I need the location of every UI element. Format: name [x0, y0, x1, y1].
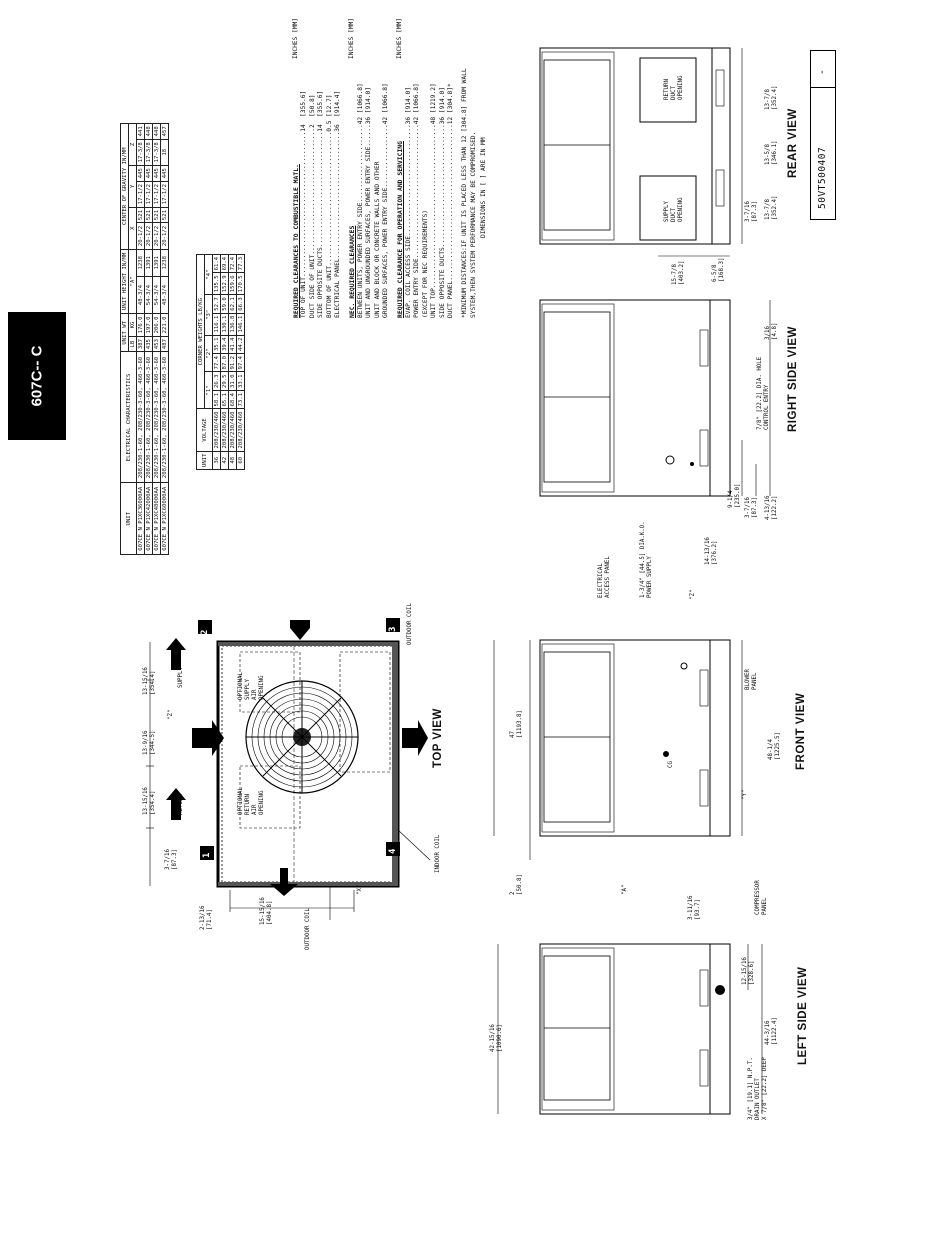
control-entry-label: 7/8" [22.2] DIA. HOLE CONTROL ENTRY — [757, 356, 770, 430]
table-header-cell: CORNER WEIGHTS LB/KG — [197, 254, 205, 409]
dimension-label: 47 [1193.8] — [510, 710, 523, 738]
x-marker: "X" — [357, 884, 363, 895]
table-cell: 521 — [153, 207, 161, 223]
clearance-heading-combustible: REQUIRED CLEARANCES TO COMBUSTIBLE MATL. — [292, 164, 300, 318]
table-cell: 453 — [153, 336, 161, 352]
table-cell: 73.1 — [237, 390, 245, 408]
coil-grille — [544, 60, 610, 230]
table-header-cell: UNIT — [121, 483, 137, 555]
table-cell: 20-1/2 — [145, 223, 153, 249]
table-cell: 208/230/460 — [229, 409, 237, 451]
dimension-label: 2-13/16 [71.4] — [200, 905, 213, 930]
drain-outlet-label: 3/4" [19.1] N.P.T. DRAIN OUTLET X 7/8" [22.2] DEEP — [748, 1057, 768, 1120]
table-cell: 130.1 — [221, 313, 229, 335]
table-header-cell: LB — [129, 336, 137, 352]
table-cell: 33.1 — [237, 372, 245, 390]
table-row — [237, 254, 245, 469]
table-cell: 17-1/2 — [161, 181, 169, 207]
rear-view-drawing — [480, 30, 780, 280]
table-header-cell: KG — [129, 314, 137, 337]
supply-label: SUPPLY — [178, 667, 184, 688]
table-cell: 176.0 — [137, 314, 145, 337]
optional-supply-label: OPTIONAL SUPPLY AIR OPENING — [238, 672, 265, 700]
table-header-cell: VOLTAGE — [197, 409, 213, 451]
table-header-cell: CENTER OF GRAVITY IN/MM — [121, 124, 129, 250]
corner-label-1: 1 — [202, 852, 212, 858]
table-cell: 1391 — [153, 249, 161, 276]
clearance-line: ELECTRICAL PANEL..................................36 [914.4] — [334, 90, 342, 318]
clearance-line: (EXCEPT FOR NEC REQUIREMENTS) — [421, 209, 429, 318]
table-cell: 60 — [237, 451, 245, 469]
dimension-label: 15-7/8 [403.2] — [672, 260, 685, 285]
table-cell: 1238 — [161, 249, 169, 276]
front-view-title: FRONT VIEW — [795, 692, 807, 770]
table-cell: 77.3 — [237, 254, 245, 272]
table-cell: 69.4 — [221, 254, 229, 272]
table-cell: 59.0 — [221, 295, 229, 313]
table-cell: 435 — [145, 336, 153, 352]
table-cell: 20-1/2 — [137, 223, 145, 249]
table-cell: 20-1/2 — [153, 223, 161, 249]
title-block — [810, 50, 836, 220]
clearance-line: DUCT PANEL..........................................12 [304.8]* — [446, 83, 454, 318]
table-header-cell: "3" — [205, 295, 213, 335]
corner-label-4: 4 — [388, 848, 398, 854]
clearance-line: TOP OF UNIT.......................................14 [355.6] — [300, 90, 308, 318]
table-cell: 17-1/2 — [137, 181, 145, 207]
return-duct-label: RETURN DUCT OPENING — [664, 75, 684, 100]
dimensions-note: DIMENSIONS IN [ ] ARE IN MM — [480, 137, 488, 238]
table-cell: 445 — [161, 165, 169, 181]
dimension-label: 42-15/16 [1090.6] — [490, 1024, 503, 1052]
table-cell: 17-3/8 — [153, 139, 161, 165]
table-cell: 208/230/460 — [213, 409, 221, 451]
table-header-row — [197, 254, 205, 469]
table-cell: 17-1/2 — [153, 181, 161, 207]
table-cell: 445 — [145, 165, 153, 181]
table-cell: 441 — [137, 124, 145, 140]
table-cell: 445 — [153, 165, 161, 181]
clearance-footnote — [461, 18, 478, 318]
table-cell: 68.4 — [229, 390, 237, 408]
table-cell: 48-3/4 — [161, 276, 169, 313]
table-cell: 41.4 — [229, 335, 237, 353]
a-marker: "A" — [622, 884, 628, 895]
table-cell: 54-3/4 — [153, 276, 161, 313]
dimension-label: 9-1/4 [235.0] — [728, 483, 741, 508]
table-cell: 1238 — [137, 249, 145, 276]
table-cell: 18 — [161, 139, 169, 165]
power-knockout — [681, 663, 687, 669]
outdoor-coil-label-top: OUTDOOR COIL — [407, 603, 413, 645]
table-cell: 97.4 — [237, 354, 245, 372]
top-view-title: TOP VIEW — [432, 708, 444, 768]
table-header-cell: UNIT — [197, 451, 213, 469]
table-row — [229, 254, 237, 469]
table-cell: 87.0 — [221, 354, 229, 372]
rear-view-title: REAR VIEW — [787, 108, 799, 178]
supply-arrow-icon — [166, 638, 186, 670]
table-row — [137, 124, 145, 555]
return-label: RETURN — [178, 794, 184, 815]
table-cell: 208/230-1-60, 208/230-3-60, 460-3-60 — [145, 352, 153, 483]
dimension-label: 3-7/16 [87.3] — [745, 497, 758, 518]
clearance-list-combustible — [300, 18, 342, 318]
table-cell: 448 — [153, 124, 161, 140]
table-cell: 62.1 — [229, 295, 237, 313]
table-cell: 521 — [137, 207, 145, 223]
supply-duct-label: SUPPLY DUCT OPENING — [664, 197, 684, 222]
table-header-cell: Y — [129, 165, 137, 207]
dimension-label: 48-1/4 [1225.5] — [768, 732, 781, 760]
coil-grille — [544, 956, 610, 1100]
table-cell: 35.1 — [213, 335, 221, 353]
table-cell: 17-3/8 — [137, 139, 145, 165]
table-cell: 48 — [229, 451, 237, 469]
table-cell: 197.0 — [145, 314, 153, 337]
dimension-label: 3-7/16 [87.3] — [745, 201, 758, 222]
clearance-list-service — [405, 18, 455, 318]
table-cell: 31.0 — [229, 372, 237, 390]
power-supply-label: 1-3/4" [44.5] DIA.K.O. POWER SUPPLY — [640, 521, 653, 598]
dimension-label: 3-11/16 [93.7] — [688, 895, 701, 920]
table-cell: 448 — [145, 124, 153, 140]
table-cell: 136.8 — [229, 313, 237, 335]
dimension-label: 44-3/16 [1122.4] — [765, 1017, 778, 1045]
table-cell: 208/230-1-60, 208/230-3-60, 460-3-60 — [153, 352, 161, 483]
table-cell: 607CE_N P1XC60000AA — [161, 483, 169, 555]
revision-mark: - — [817, 68, 828, 75]
table-cell: 91.2 — [229, 354, 237, 372]
table-cell: 52.7 — [213, 295, 221, 313]
table-cell: 44.2 — [237, 335, 245, 353]
table-cell: 42 — [221, 451, 229, 469]
table-cell: 66.3 — [237, 295, 245, 313]
dimension-label: 3-7/16 [87.3] — [165, 849, 178, 870]
compressor-panel-label: COMPRESSOR PANEL — [755, 880, 768, 915]
section-tab — [8, 312, 66, 440]
dimension-label: 12-15/16 [328.6] — [742, 957, 755, 985]
airflow-arrow-icon — [402, 720, 428, 756]
clearance-units: INCHES [MM] — [348, 18, 356, 59]
cg-label: CG — [668, 761, 674, 768]
clearance-heading-nec: NEC. REQUIRED CLEARANCES — [348, 225, 357, 318]
left-side-view-drawing — [480, 930, 770, 1130]
clearance-line: SIDE OPPOSITE DUCTS.................................36 [914.0] — [438, 87, 446, 318]
left-side-view-title: LEFT SIDE VIEW — [797, 966, 809, 1065]
table-row — [221, 254, 229, 469]
dimension-label: 13-7/8 [352.4] — [765, 195, 778, 220]
table-cell: 48-3/4 — [137, 276, 145, 313]
dimension-label: 13-7/8 [352.4] — [765, 85, 778, 110]
table-cell: 607CE_N P1XC48000AA — [153, 483, 161, 555]
dimension-label: 13-9/16 [344.5] — [143, 730, 156, 755]
clearance-heading-service: REQUIRED CLEARANCE FOR OPERATION AND SERVICING — [396, 141, 405, 318]
table-header-cell: "1" — [205, 372, 213, 409]
table-cell: 208/230-1-60, 208/230-3-60, 460-3-60 — [137, 352, 145, 483]
z-marker: "Z" — [690, 589, 696, 600]
clearance-line: SYSTEM,THEN SYSTEM PERFORMANCE MAY BE COMPROMISED. — [469, 131, 477, 318]
table-cell: 607CE_N P1XC36000AA — [137, 483, 145, 555]
clearances-block — [292, 18, 489, 318]
clearance-units: INCHES [MM] — [292, 18, 299, 59]
table-cell: 77.4 — [213, 354, 221, 372]
table-cell: 20-1/2 — [161, 223, 169, 249]
table-cell: 72.4 — [229, 254, 237, 272]
airflow-arrow-icon — [290, 620, 310, 640]
table-cell: 29.5 — [221, 372, 229, 390]
table-row — [145, 124, 153, 555]
table-cell: 487 — [161, 336, 169, 352]
table-cell: 206.0 — [153, 314, 161, 337]
clearance-units: INCHES [MM] — [396, 18, 404, 59]
drain-outlet — [715, 985, 725, 995]
table-cell: 607CE_N P1XC42000AA — [145, 483, 153, 555]
table-cell: 58.1 — [213, 390, 221, 408]
control-entry-hole — [666, 456, 674, 464]
table-row — [213, 254, 221, 469]
indoor-coil-label: INDOOR COIL — [435, 834, 441, 873]
corner-weights-block — [196, 254, 245, 470]
coil-grille — [544, 312, 610, 482]
unit-weight-table — [120, 123, 169, 555]
outdoor-coil-label-bottom: OUTDOOR COIL — [305, 908, 311, 950]
table-header-cell: ELECTRICAL CHARACTERISTICS — [121, 352, 137, 483]
table-cell: 208/230/460 — [221, 409, 229, 451]
table-cell: 445 — [137, 165, 145, 181]
dimension-label: 6-5/8 [168.3] — [712, 257, 725, 282]
table-cell: 65.1 — [221, 390, 229, 408]
table-cell: 208/230/460 — [237, 409, 245, 451]
table-cell: 61.4 — [213, 254, 221, 272]
clearance-line: EVAP. COIL ACCESS SIDE..............................36 [914.0] — [404, 87, 412, 318]
table-cell: 17-3/8 — [145, 139, 153, 165]
z-marker: "Z" — [168, 709, 174, 720]
clearance-line: GROUNDED SURFACES, POWER ENTRY SIDE.................42 [1066.8] — [382, 83, 390, 318]
table-header-cell: UNIT WT — [121, 314, 129, 352]
dimension-label: 4-13/16 [122.2] — [765, 495, 778, 520]
outdoor-coil-edge — [218, 642, 398, 646]
optional-return-label: OPTIONAL RETURN AIR OPENING — [238, 787, 265, 815]
table-cell: 221.0 — [161, 314, 169, 337]
table-header-cell: "2" — [205, 335, 213, 372]
dimension-label: 13-15/16 [354.4] — [143, 667, 156, 695]
clearance-list-nec — [357, 18, 391, 318]
table-cell: 54-3/4 — [145, 276, 153, 313]
table-cell: 1391 — [145, 249, 153, 276]
table-cell: 26.3 — [213, 372, 221, 390]
table-cell: 36 — [213, 451, 221, 469]
table-header-cell: Z — [129, 124, 137, 166]
clearance-line: DUCT SIDE OF UNIT..................................2 [50.8] — [308, 94, 316, 318]
corner-weights-table — [196, 254, 245, 470]
coil-grille — [544, 652, 610, 822]
dimension-label: 3/16 [4.8] — [765, 322, 778, 340]
clearance-line: UNIT AND UNGROUNDED SURFACES, POWER ENTRY SIDE......36 [914.0] — [365, 87, 373, 318]
table-cell: 152.9 — [221, 273, 229, 295]
dimension-label: 2 [50.8] — [510, 874, 523, 895]
clearance-line: SIDE OPPOSITE DUCTS...............................14 [355.6] — [317, 90, 325, 318]
dimension-label: 13-5/8 [346.1] — [765, 140, 778, 165]
table-cell: 17-1/2 — [145, 181, 153, 207]
section-tab-label: 607C-- C — [28, 345, 46, 407]
table-cell: 135.5 — [213, 273, 221, 295]
clearance-line: BETWEEN UNITS, POWER ENTRY SIDE.....................42 [1066.8] — [356, 83, 364, 318]
dimension-label: 15-15/16 [404.8] — [260, 897, 273, 925]
outdoor-coil-edge — [218, 882, 398, 886]
cg-marker — [663, 751, 669, 757]
clearance-line: POWER ENTRY SIDE....................................42 [1066.8] — [413, 83, 421, 318]
table-row — [153, 124, 161, 555]
drawing-number: 50VT500407 — [817, 146, 828, 209]
table-header-cell: "4" — [205, 254, 213, 294]
top-view-drawing — [130, 590, 450, 960]
right-side-view-title: RIGHT SIDE VIEW — [787, 326, 799, 432]
table-cell: 521 — [161, 207, 169, 223]
table-cell: 39.4 — [221, 335, 229, 353]
corner-label-2: 2 — [200, 629, 210, 635]
unit-table-block — [120, 123, 169, 555]
front-view-drawing — [480, 630, 770, 860]
clearance-line: UNIT AND BLOCK OR CONCRETE WALLS AND OTHER — [373, 161, 381, 318]
table-header-cell: X — [129, 207, 137, 249]
table-header-cell: "A" — [129, 249, 137, 314]
electrical-panel-label: ELECTRICAL ACCESS PANEL — [598, 556, 611, 598]
table-row — [161, 124, 169, 555]
clearance-line: *MINIMUM DISTANCES:IF UNIT IS PLACED LESS THAN 12 [304.8] FROM WALL — [461, 68, 469, 318]
corner-label-3: 3 — [388, 626, 398, 632]
table-cell: 116.1 — [213, 313, 221, 335]
dimension-label: 14-13/16 [376.2] — [705, 537, 718, 565]
table-cell: 170.5 — [237, 273, 245, 295]
table-header-group-row — [121, 124, 129, 555]
blower-panel-label: BLOWER PANEL — [745, 669, 758, 690]
dimension-label: 13-15/16 [354.4] — [143, 787, 156, 815]
clearance-line: BOTTOM OF UNIT....................................0.5 [12.7] — [325, 94, 333, 318]
table-cell: 387 — [137, 336, 145, 352]
clearance-line: UNIT TOP............................................48 [1219.2] — [430, 83, 438, 318]
table-header-cell: UNIT HEIGHT IN/MM — [121, 249, 129, 314]
table-cell: 457 — [161, 124, 169, 140]
y-marker: "Y" — [742, 789, 748, 800]
table-cell: 146.1 — [237, 313, 245, 335]
table-cell: 159.6 — [229, 273, 237, 295]
table-cell: 208/230-1-60, 208/230-3-60, 460-3-60 — [161, 352, 169, 483]
table-cell: 521 — [145, 207, 153, 223]
